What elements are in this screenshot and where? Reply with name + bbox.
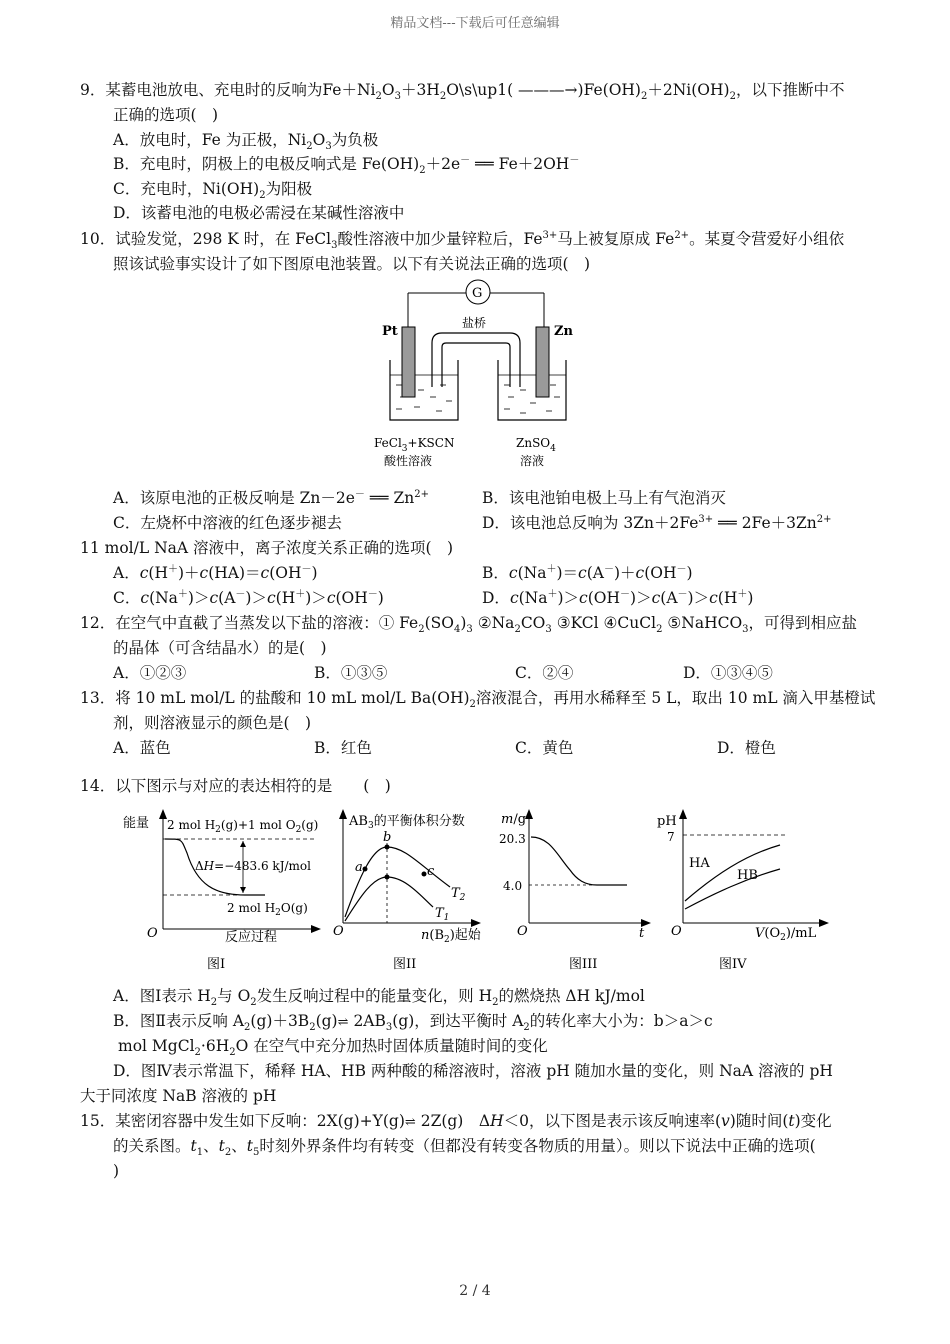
zn-label: Zn <box>554 324 573 339</box>
salt-bridge-label: 盐桥 <box>462 316 487 330</box>
text-line-q13B: B．红色 <box>314 739 372 757</box>
text-line-q9C: C．充电时，$Ni(OH)_2$为阳极 <box>113 180 313 202</box>
text-line-q9B: B．充电时，阴极上的电极反响式是 $Fe(OH)_2+2e^-$ ══ Fe＋2OH－ <box>113 154 580 177</box>
text-line-q9A: A．放电时，Fe 为正极，$Ni_2O_3$为负极 <box>113 131 379 153</box>
label-g1-dh: ΔH=−483.6 kJ/mol <box>195 859 311 873</box>
text-line-q11B: B．c(Na＋)＝c(A－)＋c(OH－) <box>482 563 693 582</box>
q14-figures <box>115 805 835 980</box>
label-g2-t2: $T_2$ <box>451 886 466 903</box>
text-line-q14B: B．图Ⅱ表示反响 $A_2(g)+3B_2(g)\rightleftharpoons$ $2AB_3(g)$，到达平衡时 $A_2$的转化率大小为：b＞a＞c <box>113 1012 713 1034</box>
graph-4 <box>657 809 829 972</box>
page-header: 精品文档---下载后可任意编辑 <box>390 16 560 31</box>
label-g3-cap: 图III <box>569 957 598 972</box>
graph-2 <box>333 809 482 972</box>
label-g2-ylabel: $AB_3$的平衡体积分数 <box>349 814 465 831</box>
label-g2-cap: 图II <box>393 957 417 972</box>
text-line-q9b: 正确的选项( ) <box>113 106 219 124</box>
label-g3-x: t <box>639 926 645 941</box>
text-line-q14D2: 大于同浓度 NaB 溶液的 pH <box>80 1087 277 1105</box>
label-g2-a: a <box>355 860 363 875</box>
text-line-q12b: 的晶体（可含结晶水）的是( ) <box>113 639 327 657</box>
label-g4-cap: 图IV <box>719 957 747 972</box>
left-solution-label: FeCl$_3$+KSCN <box>374 436 455 454</box>
label-g1-o: O <box>147 926 158 941</box>
right-solution-label-2: 溶液 <box>520 454 545 468</box>
text-line-q10b: 照该试验事实设计了如下图原电池装置。以下有关说法正确的选项( ) <box>113 255 591 273</box>
text-line-q13C: C．黄色 <box>515 739 574 757</box>
label-g1-top: 2 mol $H_2(g)+1$ mol $O_2(g)$ <box>167 818 319 835</box>
text-line-q11A: A．c(H＋)＋c(HA)＝c(OH－) <box>113 563 318 582</box>
label-g2-o: O <box>333 924 344 939</box>
salt-bridge <box>432 333 520 387</box>
label-g2-b: b <box>383 830 392 845</box>
text-line-q12C: C．②④ <box>515 664 574 682</box>
text-line-q14C: mol $MgCl_2\cdot 6H_2O$ 在空气中充分加热时固体质量随时间的变化 <box>118 1037 548 1059</box>
text-line-q15b: 的关系图。$t_1$、$t_2$、$t_5$时刻外界条件均有转变（但都没有转变各物质的用量）。则以下说法中正确的选项( <box>113 1137 816 1159</box>
label-g1-x: 反应过程 <box>225 930 278 945</box>
left-solution-label-2: 酸性溶液 <box>384 454 433 468</box>
solution-pattern <box>396 385 560 413</box>
q14-graphs <box>115 805 835 980</box>
label-g3-ylabel: m/g <box>501 812 527 827</box>
text-line-q13A: A．蓝色 <box>113 739 171 757</box>
text-line-q10A: A．该原电池的正极反响是 Zn－2e－ ══ $Zn^{2+}$ <box>113 488 429 507</box>
text-line-q10: 10．试验发觉，298 K 时，在 FeCl$_3$酸性溶液中加少量锌粒后，$Fe^{3+}$马上被复原成 $Fe^{2+}$。某夏令营爱好小组依 <box>80 229 845 252</box>
text-line-q11: 11 mol/L NaA 溶液中，离子浓度关系正确的选项( ) <box>80 539 454 557</box>
label-g4-o: O <box>671 924 682 939</box>
text-line-q12D: D．①③④⑤ <box>683 664 773 682</box>
text-line-q12B: B．①③⑤ <box>314 664 388 682</box>
label-g4-ylabel: pH <box>657 814 677 829</box>
text-line-q10C: C．左烧杯中溶液的红色逐步褪去 <box>113 514 342 532</box>
label-g3-v1: 20.3 <box>499 832 526 846</box>
label-g3-o: O <box>517 924 528 939</box>
label-g4-ha: HA <box>689 856 710 871</box>
pt-electrode <box>402 327 415 397</box>
text-line-q14D: D．图Ⅳ表示常温下，稀释 HA、HB 两种酸的稀溶液时，溶液 pH 随加水量的变化，则 NaA 溶液的 pH <box>113 1062 833 1080</box>
label-g3-v2: 4.0 <box>503 879 523 893</box>
label-g1-bottom: 2 mol $H_2O(g)$ <box>227 901 308 918</box>
label-g1-cap: 图I <box>207 957 226 972</box>
text-line-q15c: ) <box>113 1162 120 1180</box>
text-line-q13b: 剂，则溶液显示的颜色是( ) <box>113 714 312 732</box>
text-line-q14: 14．以下图示与对应的表达相符的是 ( ) <box>80 777 391 795</box>
label-g4-x: $V(O_2)/mL$ <box>755 926 817 943</box>
text-line-q12A: A．①②③ <box>113 664 187 682</box>
text-line-q10D: D．该电池总反响为 $3Zn+2Fe^{3+}$ ══ $2Fe+3Zn^{2+}$ <box>482 513 832 532</box>
label-g1-ylabel: 能量 <box>123 816 150 831</box>
galvanic-cell-diagram <box>370 275 573 475</box>
pt-label: Pt <box>382 324 398 339</box>
right-solution-label: ZnSO$_4$ <box>516 436 556 454</box>
text-line-q14A: A．图Ⅰ表示 $H_2$与 $O_2$发生反响过程中的能量变化，则 $H_2$的燃烧热 ΔH kJ/mol <box>113 987 645 1009</box>
text-line-q10B: B．该电池铂电极上马上有气泡消灭 <box>482 489 726 507</box>
zn-electrode <box>536 327 549 397</box>
label-g4-hb: HB <box>737 868 758 883</box>
text-line-q13D: D．橙色 <box>717 739 776 757</box>
page-number: 2 / 4 <box>459 1283 491 1299</box>
text-line-q9D: D．该蓄电池的电极必需浸在某碱性溶液中 <box>113 204 405 222</box>
text-line-q13: 13．将 10 mL mol/L 的盐酸和 10 mL mol/L $Ba(OH)_2$溶液混合，再用水稀释至 5 L，取出 10 mL 滴入甲基橙试 <box>80 689 876 711</box>
text-line-q11D: D．c(Na＋)＞c(OH－)＞c(A－)＞c(H＋) <box>482 588 754 607</box>
galvanic-cell-figure <box>370 275 573 475</box>
label-g2-c: c <box>427 864 435 879</box>
graph-1 <box>123 809 321 972</box>
text-line-q9: 9．某蓄电池放电、充电时的反响为$Fe+Ni_2O_3+3H_2O\backslash s\backslash up1$( $———\to)Fe(OH)_2+2Ni(OH)_2$，以下推断中不 <box>80 81 845 103</box>
label-g4-v1: 7 <box>667 830 675 844</box>
text-line-q15: 15．某密闭容器中发生如下反响：2X(g)+Y(g)⇌ 2Z(g) ΔH＜0，以下图是表示该反响速率(v)随时间(t)变化 <box>80 1112 832 1130</box>
text-line-q12: 12．在空气中直截了当蒸发以下盐的溶液：① $Fe_2(SO_4)_3$ $②Na_2CO_3$ ③KCl ④CuCl$_2$ ⑤NaHCO$_3$，可得到相应盐 <box>80 614 858 636</box>
graph-3 <box>499 809 651 972</box>
label-g2-x: $n(B_2)$起始 <box>421 928 481 945</box>
text-line-q11C: C．c(Na＋)＞c(A－)＞c(H＋)＞c(OH－) <box>113 588 384 607</box>
galvanometer-label: G <box>472 286 483 301</box>
label-g2-t1: $T_1$ <box>435 906 450 923</box>
right-beaker <box>498 360 566 420</box>
